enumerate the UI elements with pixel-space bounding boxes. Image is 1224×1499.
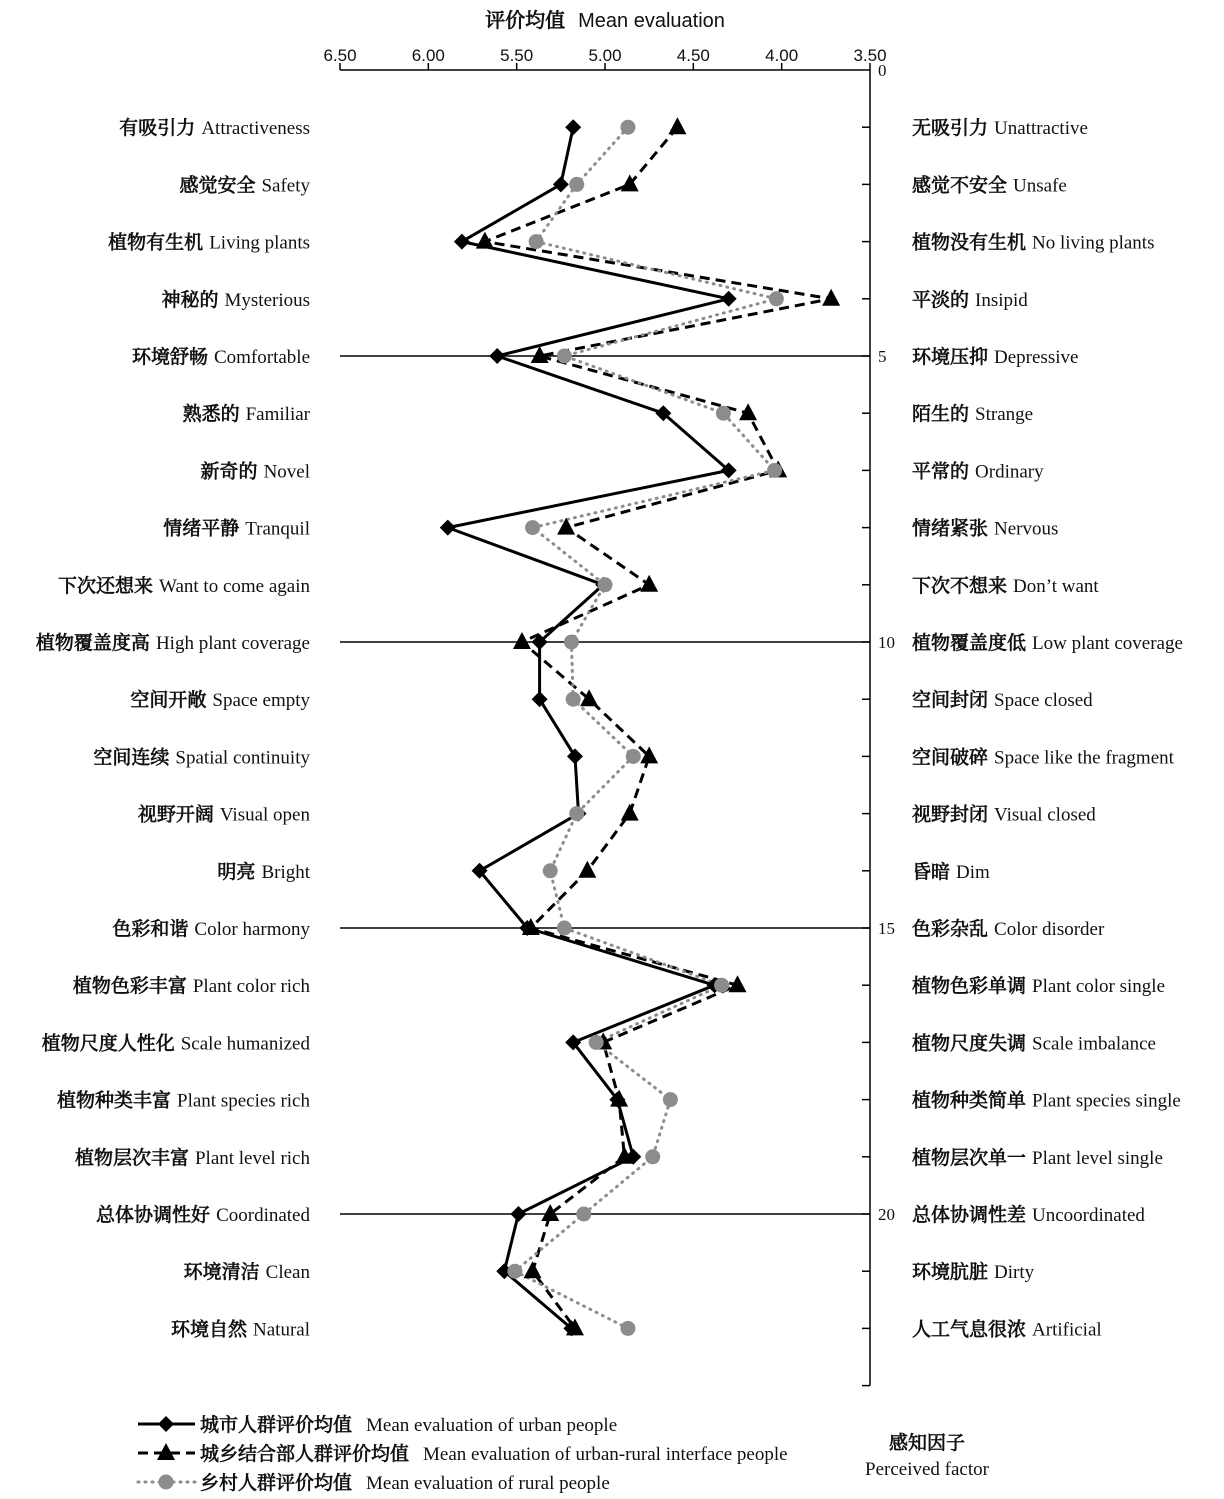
factor-label-left-cn: 环境清洁 (183, 1261, 260, 1284)
factor-label-right-cn: 环境压抑 (912, 346, 989, 368)
factor-label-left-en: Color harmony (194, 919, 310, 940)
factor-label-right-en: Depressive (994, 347, 1079, 368)
factor-label-left (171, 1317, 310, 1340)
legend-label-en: Mean evaluation of rural people (366, 1473, 610, 1494)
series-1-point-3 (454, 234, 470, 250)
factor-label-left-cn: 空间连续 (93, 746, 170, 769)
series-3-point-14 (543, 863, 558, 878)
factor-label-left-cn: 总体协调性好 (96, 1204, 211, 1226)
series-1-point-4 (721, 291, 737, 307)
series-3-point-16 (714, 978, 729, 993)
series-3-point-2 (569, 177, 584, 192)
factor-label-left-en: Coordinated (216, 1205, 310, 1226)
series-2-point-6 (739, 403, 757, 420)
y-tick-label: 0 (878, 61, 887, 80)
legend-item-2 (138, 1442, 788, 1465)
factor-label-left (179, 173, 310, 196)
x-tick-label: 5.00 (588, 46, 622, 65)
factor-label-right-en: Low plant coverage (1032, 633, 1183, 654)
factor-label-right-cn: 人工气息很浓 (912, 1318, 1027, 1341)
factor-label-left-cn: 视野开阔 (137, 803, 214, 826)
series-line-3 (515, 127, 777, 1328)
factor-label-right-en: Plant color single (1032, 976, 1165, 998)
factor-label-left-en: Plant level rich (194, 1147, 310, 1169)
factor-label-left-cn: 新奇的 (200, 460, 258, 483)
factor-label-left (73, 974, 311, 997)
factor-label-right-cn: 植物色彩单调 (912, 975, 1027, 998)
factor-label-right-cn: 平淡的 (912, 288, 970, 311)
factor-label-right (912, 917, 1105, 940)
factor-label-left (112, 917, 310, 940)
factor-label-left (162, 517, 310, 540)
factor-label-right-en: Scale imbalance (1032, 1033, 1156, 1055)
factor-label-left (36, 631, 310, 654)
factor-label-left (201, 459, 310, 482)
factor-label-right-en: No living plants (1032, 232, 1155, 254)
series-3-point-19 (645, 1149, 660, 1164)
factor-label-left-en: Spatial continuity (175, 747, 310, 769)
factor-label-left-en: Bright (261, 861, 310, 883)
factor-label-right-cn: 色彩杂乱 (912, 918, 989, 940)
factor-label-right-cn: 空间破碎 (912, 746, 989, 769)
factor-label-left (58, 574, 310, 597)
factor-label-left-cn: 熟悉的 (182, 403, 240, 426)
factor-label-right (912, 402, 1033, 425)
x-tick-label: 3.50 (853, 46, 887, 65)
series-3-point-13 (569, 806, 584, 821)
series-1-point-8 (440, 520, 456, 536)
factor-label-left (217, 860, 310, 883)
factor-label-right (912, 1146, 1163, 1169)
x-axis-title (485, 8, 725, 32)
factor-label-left-en: Plant species rich (177, 1090, 310, 1112)
factor-label-left (42, 1031, 311, 1054)
factor-label-left (137, 803, 311, 826)
factor-label-left-en: Safety (261, 175, 310, 197)
factor-label-right-en: Strange (975, 404, 1034, 426)
y-axis-title-cn: 感知因子 (888, 1432, 966, 1454)
factor-label-left (161, 288, 310, 311)
legend-label (200, 1413, 617, 1436)
factor-label-right (912, 288, 1028, 311)
y-tick-label: 15 (878, 919, 895, 938)
y-axis-ticks (862, 61, 895, 1386)
factor-label-right (912, 345, 1078, 368)
factor-label-right (912, 459, 1044, 482)
factor-label-right-en: Artificial (1032, 1319, 1102, 1341)
factor-label-left-en: Tranquil (245, 518, 310, 540)
series-line-2 (485, 127, 831, 1328)
factor-label-left (75, 1146, 311, 1169)
legend-label-en: Mean evaluation of urban people (366, 1415, 618, 1436)
factor-label-right-en: Space like the fragment (994, 747, 1174, 769)
series-1-point-12 (567, 748, 583, 764)
factor-label-left (119, 116, 310, 139)
factor-label-right-en: Insipid (975, 289, 1028, 311)
factor-label-left-en: Novel (263, 461, 310, 483)
factor-label-right (912, 1203, 1145, 1226)
series-markers (440, 117, 840, 1336)
series-2-point-11 (580, 689, 598, 706)
factor-label-left-cn: 环境自然 (171, 1318, 248, 1341)
factor-label-right (912, 574, 1099, 597)
series-1-point-1 (565, 119, 581, 135)
series-1-point-20 (510, 1206, 526, 1222)
series-3-point-7 (767, 463, 782, 478)
factor-label-right-cn: 植物尺度失调 (912, 1032, 1027, 1055)
series-3-point-11 (566, 692, 581, 707)
legend-label-cn: 城市人群评价均值 (200, 1414, 353, 1436)
factor-label-left-en: Comfortable (213, 347, 310, 368)
factor-label-right-en: Don’t want (1013, 575, 1099, 597)
series-1-point-5 (489, 348, 505, 364)
factor-label-right-cn: 平常的 (912, 460, 970, 483)
factor-label-right (912, 231, 1154, 254)
factor-label-left (93, 745, 310, 768)
y-tick-label: 10 (878, 633, 895, 652)
x-tick-label: 4.00 (765, 46, 799, 65)
factor-label-right-en: Dim (956, 861, 990, 883)
series-3-point-20 (576, 1207, 591, 1222)
factor-label-left-cn: 色彩和谐 (112, 918, 189, 940)
factor-label-left-cn: 植物种类丰富 (57, 1089, 172, 1112)
x-tick-label: 6.50 (323, 46, 357, 65)
x-axis-ticks (323, 46, 886, 70)
factor-label-right-cn: 视野封闭 (912, 803, 989, 826)
legend-label (200, 1442, 788, 1465)
factor-label-right-en: Plant species single (1032, 1090, 1181, 1112)
series-2-point-21 (524, 1261, 542, 1278)
legend-item-3 (138, 1471, 610, 1494)
factor-label-left (183, 402, 311, 425)
series-3-point-12 (626, 749, 641, 764)
factor-label-right (912, 1031, 1156, 1054)
factor-label-left-cn: 植物色彩丰富 (72, 975, 187, 998)
factor-label-right-cn: 环境肮脏 (912, 1261, 989, 1284)
factor-label-right-en: Plant level single (1032, 1147, 1163, 1169)
factor-label-right-cn: 下次不想来 (912, 574, 1008, 597)
series-3-point-1 (620, 120, 635, 135)
factor-label-left (132, 345, 310, 368)
factor-label-left-en: Space empty (212, 690, 310, 712)
factor-label-left-en: Plant color rich (192, 976, 310, 998)
series-3-point-9 (598, 577, 613, 592)
factor-label-right-en: Space closed (994, 690, 1093, 712)
factor-label-right-cn: 空间封闭 (912, 689, 989, 712)
y-axis-title-en: Perceived factor (865, 1459, 989, 1480)
factor-label-right-cn: 感觉不安全 (912, 174, 1008, 197)
y-tick-label: 20 (878, 1205, 895, 1224)
factor-label-right (912, 631, 1183, 654)
series-3-point-17 (589, 1035, 604, 1050)
factor-label-left-cn: 植物有生机 (108, 231, 204, 254)
series-3-point-22 (620, 1321, 635, 1336)
series-line-1 (448, 127, 729, 1328)
factor-label-left (184, 1260, 311, 1283)
factor-label-right-cn: 总体协调性差 (912, 1204, 1027, 1226)
factor-label-right-en: Dirty (994, 1262, 1035, 1284)
factor-label-right-cn: 陌生的 (912, 403, 970, 426)
legend-label (200, 1471, 610, 1494)
x-tick-label: 4.50 (676, 46, 710, 65)
factor-label-left (108, 231, 310, 254)
factor-label-right-en: Uncoordinated (1032, 1205, 1145, 1226)
factor-label-left-en: Familiar (245, 404, 310, 426)
legend-marker (158, 1416, 174, 1432)
series-1-point-11 (532, 691, 548, 707)
series-3-point-15 (557, 921, 572, 936)
series-2-point-3 (476, 232, 494, 249)
series-2-point-9 (640, 575, 658, 592)
factor-label-left-cn: 明亮 (217, 860, 256, 883)
factor-label-right-en: Nervous (994, 518, 1059, 540)
factor-label-left-en: Mysterious (224, 289, 310, 311)
x-axis-title-en: Mean evaluation (578, 10, 725, 32)
series-3-point-10 (564, 635, 579, 650)
series-3-point-8 (525, 520, 540, 535)
factor-label-right (912, 116, 1088, 139)
legend (138, 1413, 788, 1494)
legend-marker (159, 1475, 174, 1490)
x-tick-label: 5.50 (500, 46, 534, 65)
factor-label-right-en: Color disorder (994, 919, 1105, 940)
factor-label-right-cn: 植物种类简单 (912, 1089, 1027, 1112)
factor-label-right (912, 860, 990, 883)
factor-label-left-cn: 有吸引力 (119, 117, 196, 140)
factor-label-left-cn: 感觉安全 (179, 174, 256, 197)
series-2-point-20 (541, 1204, 559, 1221)
factor-label-left-cn: 植物尺度人性化 (41, 1032, 175, 1055)
factor-label-right (912, 173, 1067, 196)
legend-label-cn: 城乡结合部人群评价均值 (200, 1443, 410, 1465)
factor-label-left (96, 1203, 310, 1226)
factor-label-left-en: Visual open (219, 804, 310, 826)
factor-label-right (912, 688, 1093, 711)
factor-label-right-en: Ordinary (975, 461, 1044, 483)
factor-label-right-cn: 无吸引力 (912, 117, 989, 140)
factor-label-right-cn: 情绪紧张 (912, 517, 989, 540)
factor-label-left (57, 1089, 310, 1112)
series-2-point-1 (668, 117, 686, 134)
factor-label-left-en: Attractiveness (201, 118, 310, 140)
series-lines (448, 127, 831, 1328)
factor-label-right (912, 1317, 1102, 1340)
factor-label-right-cn: 植物层次单一 (912, 1146, 1027, 1169)
factor-label-left-en: Clean (265, 1262, 310, 1284)
factor-label-right-cn: 植物没有生机 (912, 231, 1027, 254)
factor-label-right (911, 803, 1096, 826)
factor-label-left-cn: 植物覆盖度高 (35, 632, 150, 654)
factor-label-right (912, 1260, 1035, 1283)
y-tick-label: 5 (878, 347, 887, 366)
factor-label-left-cn: 空间开敞 (130, 689, 207, 712)
factor-label-left-en: Natural (253, 1319, 310, 1341)
factor-labels (36, 116, 1183, 1340)
x-tick-label: 6.00 (411, 46, 445, 65)
factor-label-right-en: Unattractive (994, 118, 1088, 140)
factor-label-left (130, 688, 310, 711)
series-3-point-3 (529, 234, 544, 249)
factor-label-left-en: Living plants (209, 232, 310, 254)
factor-label-right-cn: 植物覆盖度低 (912, 632, 1027, 654)
series-2-point-4 (822, 289, 840, 306)
series-3-point-5 (557, 349, 572, 364)
series-3-point-4 (769, 291, 784, 306)
factor-label-right (912, 745, 1175, 768)
series-3-point-21 (507, 1264, 522, 1279)
factor-label-left-cn: 植物层次丰富 (74, 1146, 189, 1169)
series-2-point-13 (621, 804, 639, 821)
factor-label-right-en: Unsafe (1013, 175, 1067, 197)
factor-label-left-en: Scale humanized (180, 1033, 310, 1055)
factor-label-left-cn: 神秘的 (161, 288, 219, 311)
legend-item-1 (138, 1413, 617, 1436)
series-3-point-18 (663, 1092, 678, 1107)
factor-label-left-cn: 下次还想来 (58, 574, 154, 597)
legend-label-en: Mean evaluation of urban-rural interface people (423, 1444, 788, 1465)
factor-label-right (911, 517, 1058, 540)
legend-label-cn: 乡村人群评价均值 (200, 1472, 353, 1494)
factor-label-left-en: High plant coverage (155, 633, 310, 654)
series-3-point-6 (716, 406, 731, 421)
series-1-point-2 (553, 176, 569, 192)
factor-label-right (912, 1089, 1181, 1112)
factor-label-left-en: Want to come again (159, 575, 310, 597)
factor-label-right-en: Visual closed (994, 804, 1096, 826)
factor-label-left-cn: 情绪平静 (163, 517, 240, 540)
factor-label-right (912, 974, 1165, 997)
factor-label-left-cn: 环境舒畅 (131, 346, 208, 368)
x-axis-title-cn: 评价均值 (485, 8, 566, 32)
series-2-point-10 (513, 632, 531, 649)
factor-label-right-cn: 昏暗 (912, 860, 951, 883)
